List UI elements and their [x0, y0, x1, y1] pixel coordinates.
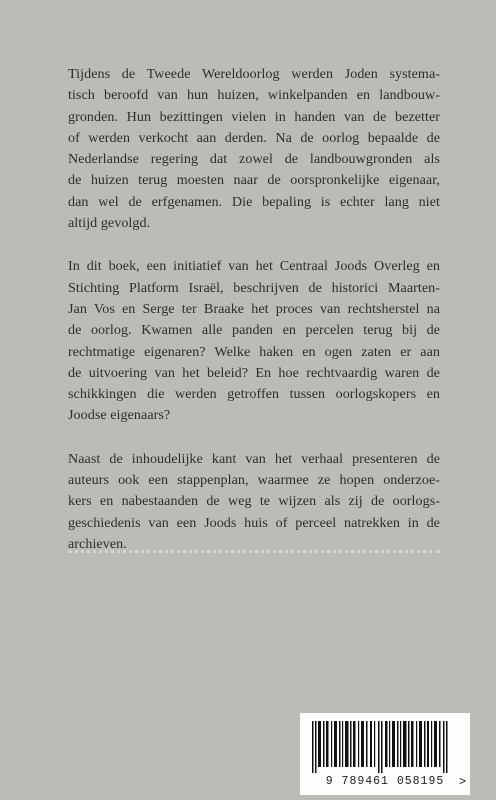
text-line: of werden verkocht aan derden. Na de oorlog bepaalde de — [68, 129, 440, 146]
text-line: de uitvoering van het beleid? En hoe rechtvaardig waren de — [68, 364, 440, 381]
blurb-paragraph-3 — [68, 449, 440, 555]
text-line: de oorlog. Kwamen alle panden en percelen terug bij de — [68, 322, 440, 339]
text-line: dan wel de erfgenamen. Die bepaling is echter lang niet — [68, 193, 440, 210]
text-line: In dit boek, een initiatief van het Centraal Joods Overleg en — [68, 258, 440, 275]
text-line: altijd gevolgd. — [68, 215, 151, 232]
text-line: Joodse eigenaars? — [68, 407, 171, 424]
text-line: archieven. — [68, 535, 127, 552]
text-line: geschiedenis van een Joods huis of perceel natrekken in de — [68, 514, 440, 531]
text-line: Jan Vos en Serge ter Braake het proces van rechtsherstel na — [68, 300, 440, 317]
text-line: tisch beroofd van hun huizen, winkelpanden en landbouw- — [68, 87, 440, 104]
text-line: schikkingen die werden getroffen tussen oorlogskopers en — [68, 386, 440, 403]
text-line: rechtmatige eigenaren? Welke haken en ogen zaten er aan — [68, 343, 440, 360]
text-line: gronden. Hun bezittingen vielen in handen van de bezetter — [68, 108, 440, 125]
isbn-digits: 9 789461 058195 — [325, 775, 445, 788]
text-line: Stichting Platform Israël, beschrijven de historici Maarten- — [68, 279, 440, 296]
barcode-arrow-icon: > — [458, 774, 466, 788]
isbn-barcode — [300, 713, 470, 795]
text-line: Tijdens de Tweede Wereldoorlog werden Joden systema- — [68, 66, 440, 82]
text-line: kers en nabestaanden de weg te wijzen als zij de oorlogs- — [68, 493, 440, 510]
barcode-bars-icon — [312, 721, 452, 773]
text-line: de huizen terug moesten naar de oorspronkelijke eigenaar, — [68, 172, 440, 189]
text-line: Naast de inhoudelijke kant van het verhaal presenteren de — [68, 450, 440, 467]
text-line: auteurs ook een stappenplan, waarmee ze hopen onderzoe- — [68, 472, 440, 489]
blurb-paragraph-2 — [68, 256, 440, 426]
dotted-divider — [68, 550, 440, 553]
text-line: Nederlandse regering dat zowel de landbouwgronden als — [68, 151, 440, 168]
blurb-paragraph-1 — [68, 64, 440, 234]
blurb-text — [68, 64, 440, 577]
